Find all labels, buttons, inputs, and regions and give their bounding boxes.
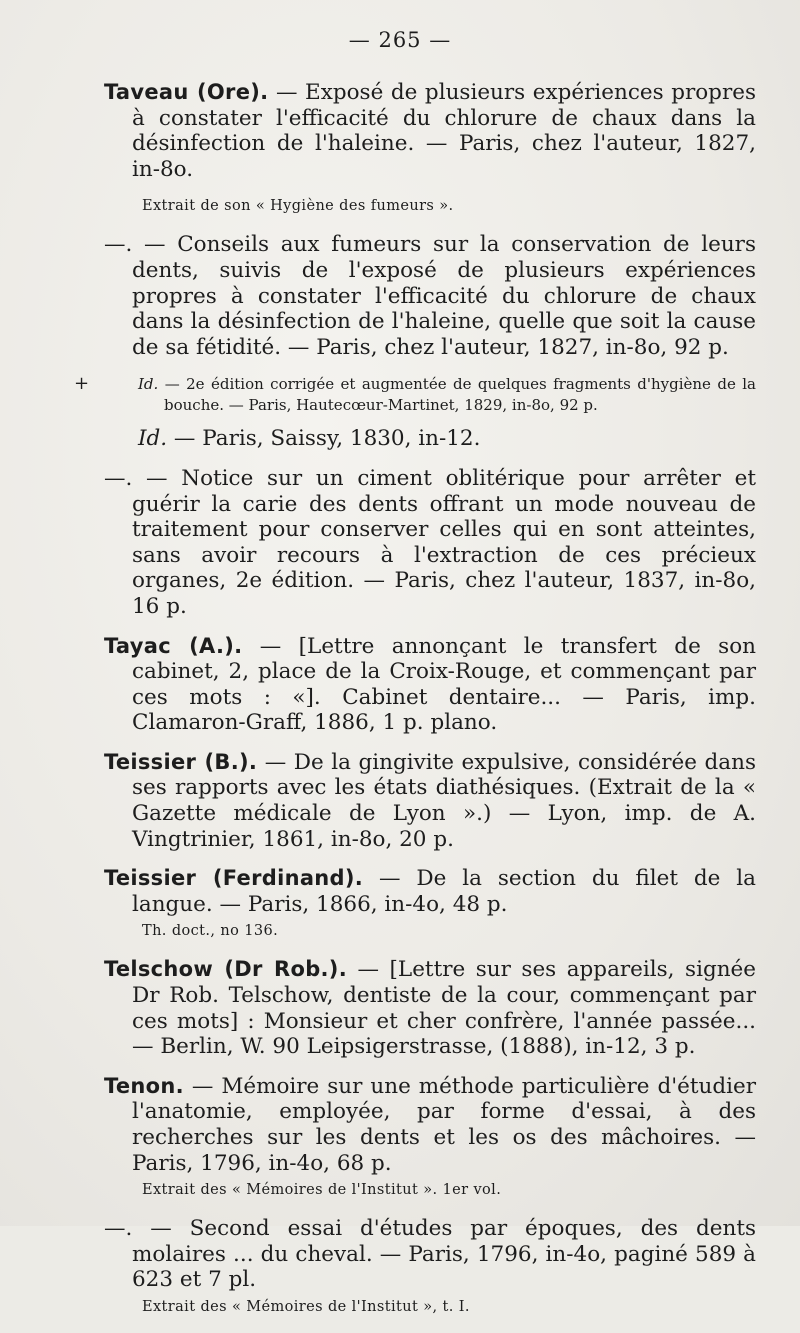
margin-mark: +	[74, 373, 90, 395]
entry-author: Tayac (A.).	[104, 633, 243, 658]
entry-text: —. — Notice sur un ciment oblitérique pour arrêter et guérir la carie des dents offrant un mode nouveau de traitement pour conserver celles qui en sont atteintes, sans avoir recours à l'extraction de ces précieux organes, 2e édition. — Paris, chez l'auteur, 1837, in-8o, 16 p.	[104, 465, 756, 619]
entry-author: Telschow (Dr Rob.).	[104, 957, 347, 982]
entry-note: Extrait de son « Hygiène des fumeurs ».	[142, 198, 454, 215]
entry-author: Tenon.	[104, 1073, 184, 1098]
entry-tenon-memoire	[104, 1074, 756, 1176]
entry-author: Taveau (Ore).	[104, 80, 269, 104]
entry-note: Th. doct., no 136.	[142, 923, 279, 940]
entry-teissier-ferdinand	[104, 866, 756, 917]
entry-telschow	[104, 957, 756, 1059]
entry-taveau-expose	[104, 80, 756, 182]
entry-note: Extrait des « Mémoires de l'Institut ». 1er vol.	[142, 1182, 502, 1199]
entry-text: — De la section du filet de la langue. — Paris, 1866, in-4o, 48 p.	[132, 866, 756, 917]
entry-teissier-b	[104, 750, 756, 852]
entry-tayac	[104, 634, 756, 736]
entry-author: Teissier (B.).	[104, 749, 258, 774]
subentry-id-saissy	[104, 426, 756, 452]
id-label: Id.	[138, 426, 168, 452]
entry-tenon-second-essai	[104, 1216, 756, 1293]
subentry-id-2e-edition	[74, 373, 756, 416]
entry-taveau-notice	[104, 466, 756, 620]
subentry-text: — 2e édition corrigée et augmentée de quelques fragments d'hygiène de la bouche. — Paris, Hautecœur-Martinet, 1829, in-8o, 92 p.	[158, 375, 756, 415]
entry-text: — Mémoire sur une méthode particulière d'étudier l'anatomie, employée, par forme d'essai, à des recherches sur les dents et les os des mâchoires. — Paris, 1796, in-4o, 68 p.	[132, 1073, 756, 1176]
page-number: — 265 —	[348, 28, 452, 52]
entry-text: — [Lettre annonçant le transfert de son cabinet, 2, place de la Croix-Rouge, et commençant par ces mots : «]. Cabinet dentaire... — Paris, imp. Clamaron-Graff, 1886, 1 p. plano.	[132, 633, 756, 736]
id-label: Id.	[138, 375, 159, 394]
subentry-text: — Paris, Saissy, 1830, in-12.	[167, 426, 481, 452]
entry-text: — Exposé de plusieurs expériences propres à constater l'efficacité du chlorure de chaux dans la désinfection de l'haleine. — Paris, chez l'auteur, 1827, in-8o.	[132, 80, 756, 182]
entry-taveau-conseils	[104, 232, 756, 360]
bibliography-entries	[74, 80, 757, 1333]
entry-author: Teissier (Ferdinand).	[104, 866, 364, 891]
entry-note: Extrait des « Mémoires de l'Institut », t. I.	[142, 1298, 470, 1315]
entry-text: — De la gingivite expulsive, considérée dans ses rapports avec les états diathésiques. (Extrait de la « Gazette médicale de Lyon ».) — Lyon, imp. de A. Vingtrinier, 1861, in-8o, 20 p.	[132, 749, 756, 852]
entry-text: —. — Conseils aux fumeurs sur la conservation de leurs dents, suivis de l'exposé de plusieurs expériences propres à constater l'efficacité du chlorure de chaux dans la désinfection de l'haleine, quelle que soit la cause de sa fétidité. — Paris, chez l'auteur, 1827, in-8o, 92 p.	[104, 232, 756, 360]
entry-text: —. — Second essai d'études par époques, des dents molaires ... du cheval. — Paris, 1796, in-4o, paginé 589 à 623 et 7 pl.	[104, 1216, 756, 1293]
entry-text: — [Lettre sur ses appareils, signée Dr Rob. Telschow, dentiste de la cour, commençant par ces mots] : Monsieur et cher confrère, l'année passée... — Berlin, W. 90 Leipsigerstrasse, (1888), in-12, 3 p.	[132, 957, 757, 1060]
